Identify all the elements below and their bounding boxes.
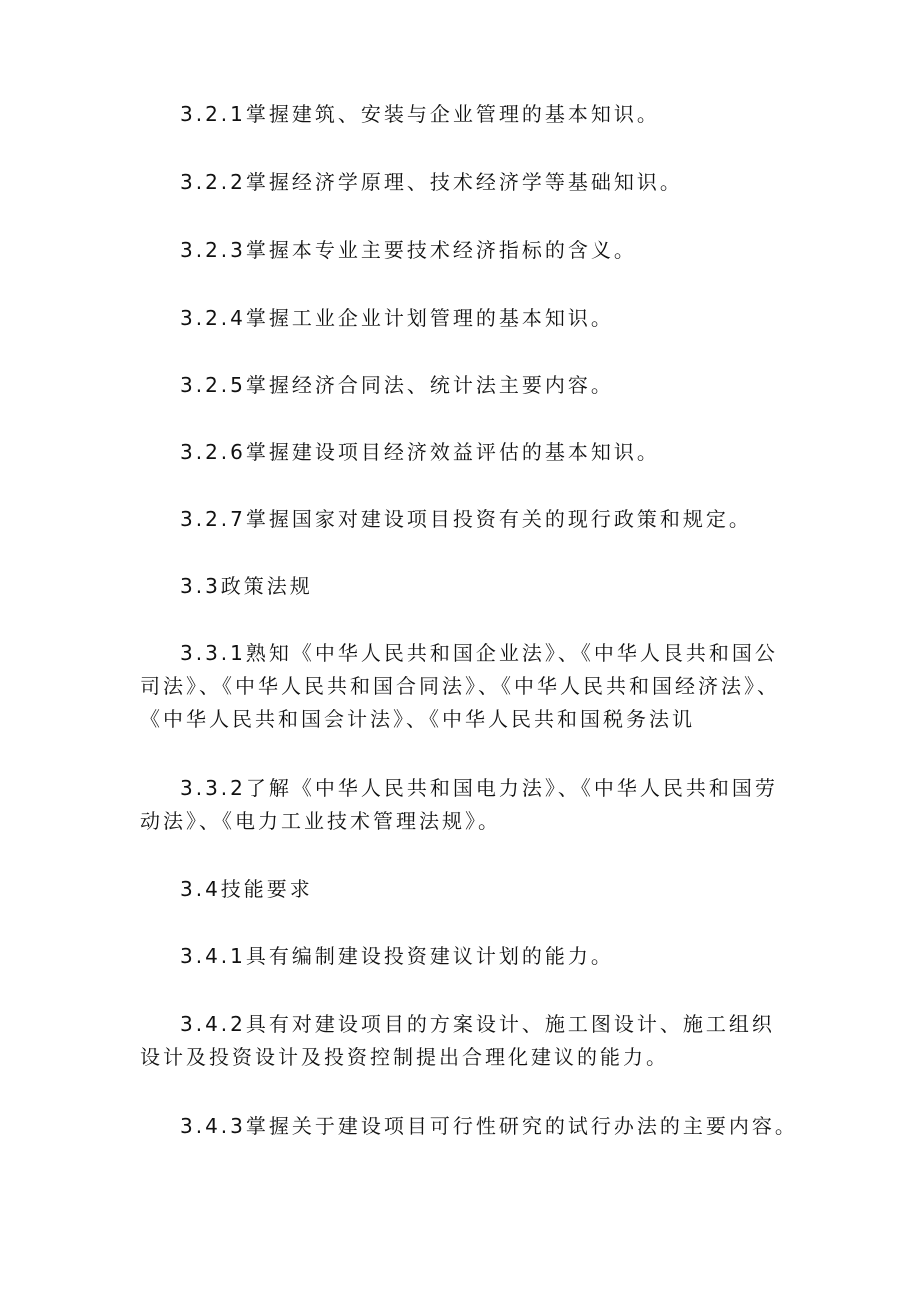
paragraph-3-4-2: 3.4.2具有对建设项目的方案设计、施工图设计、施工组织设计及投资设计及投资控制提出合理化建议的能力。 [140,1012,775,1069]
section-heading-3-3: 3.3政策法规 [180,574,313,598]
paragraph-3-3-2: 3.3.2了解《中华人民共和国电力法》、《中华人民共和国劳动法》、《电力工业技术管理法规》。 [140,776,778,833]
paragraph-3-2-4: 3.2.4掌握工业企业计划管理的基本知识。 [180,306,614,330]
paragraph-3-4-3: 3.4.3掌握关于建设项目可行性研究的试行办法的主要内容。 [180,1114,798,1138]
paragraph-3-3-1: 3.3.1熟知《中华人民共和国企业法》、《中华人艮共和国公司法》、《中华人民共和国合同法》、《中华人民共和国经济法》、《中华人民共和国会计法》、《中华人民共和国税务法讥 [140,641,780,731]
paragraph-3-2-7: 3.2.7掌握国家对建设项目投资有关的现行政策和规定。 [180,507,752,531]
paragraph-3-2-3: 3.2.3掌握本专业主要技术经济指标的含义。 [180,238,637,262]
paragraph-3-2-1: 3.2.1掌握建筑、安装与企业管理的基本知识。 [180,102,660,126]
paragraph-3-2-5: 3.2.5掌握经济合同法、统计法主要内容。 [180,373,614,397]
paragraph-3-4-1: 3.4.1具有编制建设投资建议计划的能力。 [180,944,614,968]
paragraph-3-2-2: 3.2.2掌握经济学原理、技术经济学等基础知识。 [180,170,683,194]
section-heading-3-4: 3.4技能要求 [180,877,313,901]
paragraph-3-2-6: 3.2.6掌握建设项目经济效益评估的基本知识。 [180,440,660,464]
